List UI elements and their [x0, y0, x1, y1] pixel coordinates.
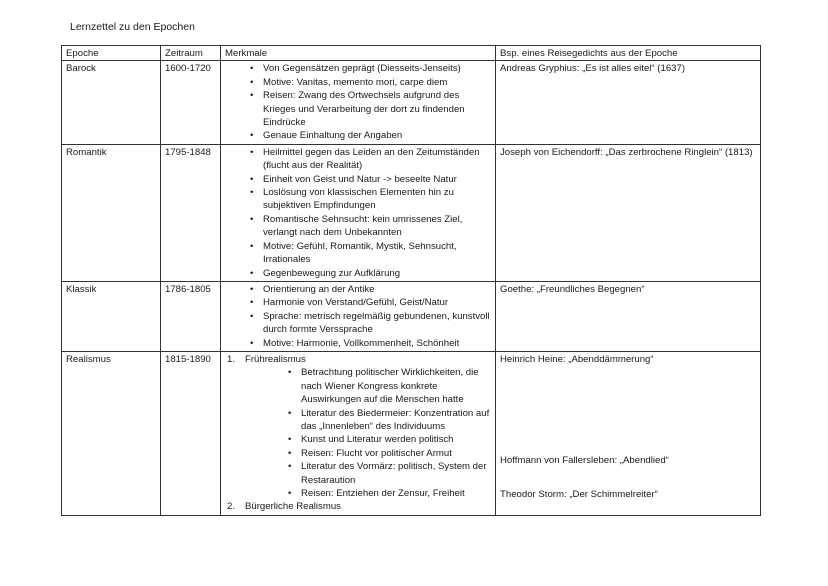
list-number: 1.: [227, 353, 236, 365]
list-item: • Reisen: Zwang des Ortwechsels aufgrund des Krieges und Verarbeitung der dort zu findenden Eindrücke: [263, 89, 491, 129]
cell-beispiel: Joseph von Eichendorff: „Das zerbrochene Ringlein“ (1813): [496, 144, 761, 281]
list-item: • Motive: Vanitas, memento mori, carpe diem: [263, 76, 491, 89]
list-item: • Literatur des Vormärz: politisch, System der Restaraution: [301, 460, 491, 487]
cell-epoche: Klassik: [62, 281, 161, 351]
list-item: • Einheit von Geist und Natur -> beseelte Natur: [263, 173, 491, 186]
list-item: • Sprache: metrisch regelmäßig gebundenen, kunstvoll durch formte Verssprache: [263, 310, 491, 337]
cell-epoche: Barock: [62, 61, 161, 144]
list-item: • Romantische Sehnsucht: kein umrissenes Ziel, verlangt nach dem Unbekannten: [263, 213, 491, 240]
list-item: • Von Gegensätzen geprägt (Diesseits-Jenseits): [263, 62, 491, 75]
list-item: • Kunst und Literatur werden politisch: [301, 433, 491, 446]
list-item: • Motive: Gefühl, Romantik, Mystik, Sehnsucht, Irrationales: [263, 240, 491, 267]
list-item: • Betrachtung politischer Wirklichkeiten, die nach Wiener Kongress konkrete Auswirkungen auf die Menschen hatte: [301, 366, 491, 406]
list-number: 2.: [227, 501, 236, 513]
merkmale-list: [225, 146, 491, 280]
list-item: • Gegenbewegung zur Aufklärung: [263, 267, 491, 280]
list-item: • Literatur des Biedermeier: Konzentration auf das „Innenleben“ des Individuums: [301, 407, 491, 434]
cell-epoche: Realismus: [62, 351, 161, 515]
cell-zeitraum: 1795-1848: [161, 144, 221, 281]
table-row-klassik: [62, 281, 761, 351]
header-beispiel: Bsp. eines Reisegedichts aus der Epoche: [496, 46, 761, 61]
cell-zeitraum: 1815-1890: [161, 351, 221, 515]
merkmale-list: [245, 366, 491, 500]
sub-epoche-fruehrealismus: [227, 353, 491, 500]
table-row-barock: [62, 61, 761, 144]
sub-epochen-list: [225, 353, 491, 514]
list-item: • Reisen: Entziehen der Zensur, Freiheit: [301, 487, 491, 500]
header-merkmale: Merkmale: [221, 46, 496, 61]
sub-epoche-label: Frührealismus: [245, 353, 306, 365]
merkmale-list: [225, 283, 491, 350]
cell-merkmale: [221, 281, 496, 351]
list-item: • Loslösung von klassischen Elementen hin zu subjektiven Empfindungen: [263, 186, 491, 213]
cell-beispiel: Goethe: „Freundliches Begegnen“: [496, 281, 761, 351]
cell-zeitraum: 1600-1720: [161, 61, 221, 144]
list-item: • Heilmittel gegen das Leiden an den Zeitumständen (flucht aus der Realität): [263, 146, 491, 173]
cell-epoche: Romantik: [62, 144, 161, 281]
cell-beispiel: [496, 351, 761, 515]
list-item: • Motive: Harmonie, Vollkommenheit, Schönheit: [263, 337, 491, 350]
table-row-realismus: [62, 351, 761, 515]
cell-beispiel: Andreas Gryphius: „Es ist alles eitel“ (1637): [496, 61, 761, 144]
cell-merkmale: [221, 61, 496, 144]
sub-epoche-buergerlicher-realismus: [227, 500, 491, 513]
list-item: • Reisen: Flucht vor politischer Armut: [301, 447, 491, 460]
sub-epoche-label: Bürgerliche Realismus: [245, 501, 341, 513]
header-epoche: Epoche: [62, 46, 161, 61]
cell-zeitraum: 1786-1805: [161, 281, 221, 351]
header-zeitraum: Zeitraum: [161, 46, 221, 61]
cell-merkmale: [221, 351, 496, 515]
beispiel-item: Hoffmann von Fallersleben: „Abendlied“: [500, 455, 669, 467]
beispiel-item: Theodor Storm: „Der Schimmelreiter“: [500, 488, 658, 500]
list-item: • Genaue Einhaltung der Angaben: [263, 129, 491, 142]
table-row-romantik: [62, 144, 761, 281]
merkmale-list: [225, 62, 491, 142]
cell-merkmale: [221, 144, 496, 281]
list-item: • Orientierung an der Antike: [263, 283, 491, 296]
page-title: Lernzettel zu den Epochen: [70, 21, 195, 33]
list-item: • Harmonie von Verstand/Gefühl, Geist/Natur: [263, 296, 491, 309]
epochen-table: [61, 45, 761, 516]
beispiel-item: Heinrich Heine: „Abenddämmerung“: [500, 353, 654, 365]
table-header-row: [62, 46, 761, 61]
